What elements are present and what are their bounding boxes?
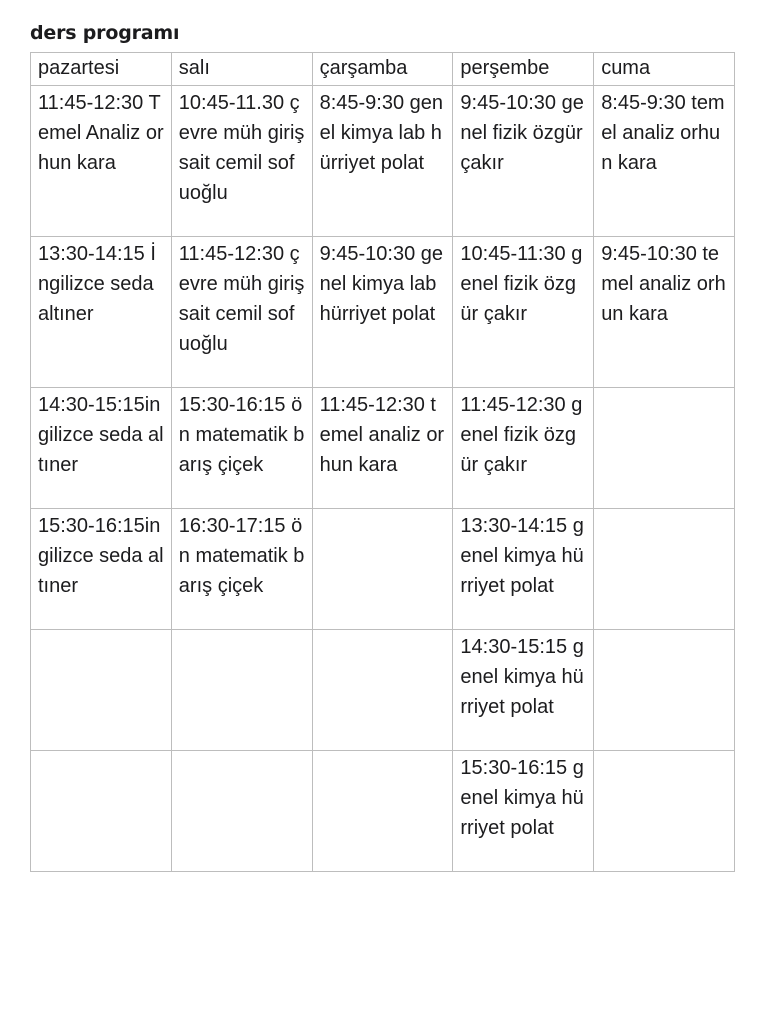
- table-header-row: [31, 53, 735, 86]
- table-row: [31, 630, 735, 751]
- table-cell: 14:30-15:15ingilizce seda altıner: [31, 388, 172, 509]
- table-cell: 15:30-16:15 ön matematik barış çiçek: [171, 388, 312, 509]
- table-cell: [171, 751, 312, 872]
- table-cell: 11:45-12:30 temel analiz orhun kara: [312, 388, 453, 509]
- table-cell: 15:30-16:15 genel kimya hürriyet polat: [453, 751, 594, 872]
- table-cell: 9:45-10:30 genel kimya lab hürriyet polat: [312, 237, 453, 388]
- header-cell-thursday: perşembe: [453, 53, 594, 86]
- table-cell: 15:30-16:15ingilizce seda altıner: [31, 509, 172, 630]
- table-cell: 8:45-9:30 genel kimya lab hürriyet polat: [312, 86, 453, 237]
- table-cell: 13:30-14:15 İngilizce seda altıner: [31, 237, 172, 388]
- table-cell: 9:45-10:30 temel analiz orhun kara: [594, 237, 735, 388]
- table-cell: 10:45-11:30 genel fizik özgür çakır: [453, 237, 594, 388]
- table-cell: [31, 751, 172, 872]
- table-row: [31, 509, 735, 630]
- table-row: [31, 751, 735, 872]
- table-cell: 16:30-17:15 ön matematik barış çiçek: [171, 509, 312, 630]
- table-cell: [312, 630, 453, 751]
- document: [30, 20, 734, 872]
- header-cell-tuesday: salı: [171, 53, 312, 86]
- table-cell: 11:45-12:30 genel fizik özgür çakır: [453, 388, 594, 509]
- table-cell: [594, 388, 735, 509]
- table-cell: [171, 630, 312, 751]
- table-cell: 10:45-11.30 çevre müh giriş sait cemil sofuoğlu: [171, 86, 312, 237]
- table-cell: [594, 509, 735, 630]
- table-cell: 11:45-12:30 çevre müh giriş sait cemil sofuoğlu: [171, 237, 312, 388]
- table-cell: [312, 509, 453, 630]
- header-cell-friday: cuma: [594, 53, 735, 86]
- table-cell: 9:45-10:30 genel fizik özgür çakır: [453, 86, 594, 237]
- table-cell: 13:30-14:15 genel kimya hürriyet polat: [453, 509, 594, 630]
- header-cell-monday: pazartesi: [31, 53, 172, 86]
- table-row: [31, 86, 735, 237]
- table-cell: 14:30-15:15 genel kimya hürriyet polat: [453, 630, 594, 751]
- schedule-table: [30, 52, 735, 872]
- table-row: [31, 237, 735, 388]
- table-cell: 11:45-12:30 Temel Analiz orhun kara: [31, 86, 172, 237]
- table-cell: 8:45-9:30 temel analiz orhun kara: [594, 86, 735, 237]
- table-row: [31, 388, 735, 509]
- header-cell-wednesday: çarşamba: [312, 53, 453, 86]
- table-cell: [594, 630, 735, 751]
- table-cell: [594, 751, 735, 872]
- table-cell: [312, 751, 453, 872]
- table-cell: [31, 630, 172, 751]
- page-title: ders programı: [30, 22, 180, 44]
